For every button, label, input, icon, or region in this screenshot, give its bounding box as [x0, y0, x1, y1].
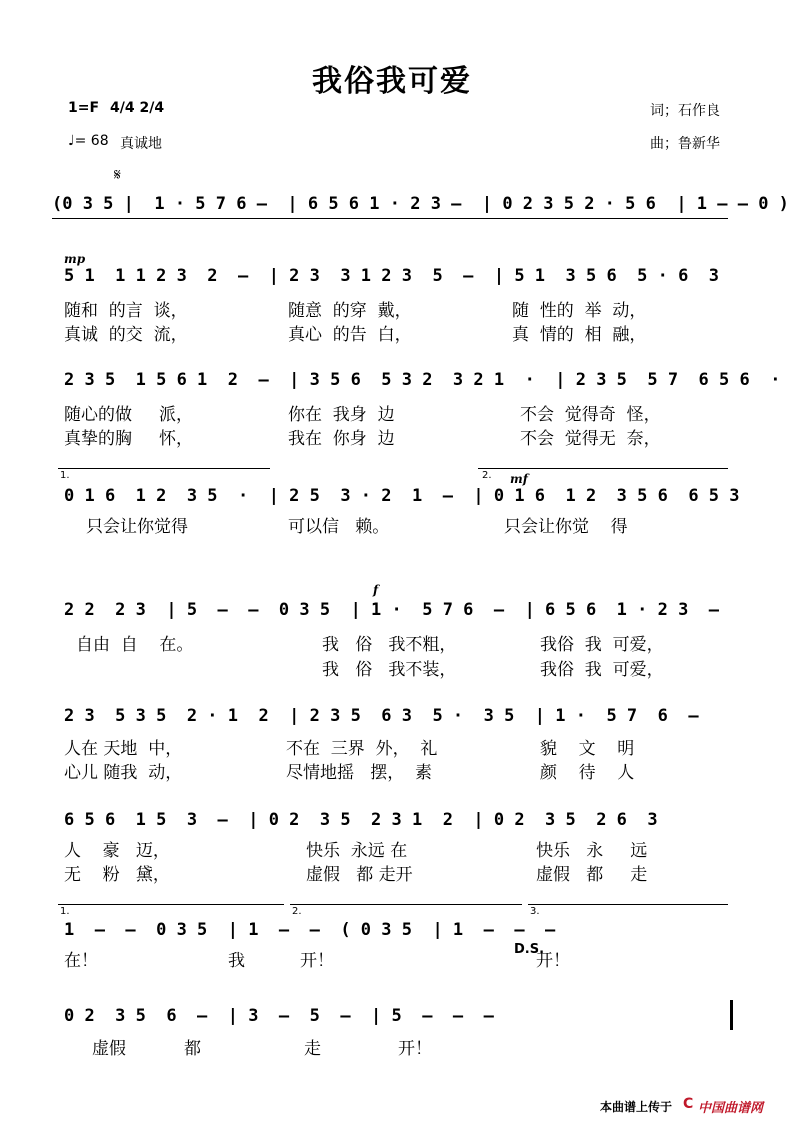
- score-line-6: 2 3 5 3 5 2 · 1 2 | 2 3 5 6 3 5 · 3 5 | 1 · 5 7 6 –: [64, 706, 699, 726]
- tempo-marking: ♩= 68: [68, 133, 109, 149]
- lyric-9-3: 走: [304, 1039, 321, 1059]
- ending-2b-bracket: [290, 904, 522, 905]
- lyric-5b-2: 我俗 我 可爱，: [540, 660, 664, 680]
- lyric-4-1: 只会让你觉得: [86, 517, 188, 537]
- ending-2-bracket: [478, 468, 728, 469]
- lyric-7b-1: 无 粉 黛，: [64, 865, 170, 885]
- lyric-2b-3: 真 情的 相 融，: [512, 325, 647, 345]
- time-signature: 4/4 2/4: [110, 100, 165, 116]
- staff-rule-1: [52, 218, 728, 219]
- lyric-4-2: 可以信 赖。: [288, 517, 390, 537]
- ending-1b-label: 1.: [60, 906, 70, 917]
- lyric-6a-1: 人在 天地 中，: [64, 739, 183, 759]
- lyric-4-3: 只会让你觉 得: [504, 517, 628, 537]
- lyric-5-1: 自由 自 在。: [76, 635, 194, 655]
- lyric-2a-2: 随意 的穿 戴，: [288, 301, 412, 321]
- site-name: 中国曲谱网: [698, 1101, 764, 1116]
- score-line-3: 2 3 5 1 5 6 1 2 – | 3 5 6 5 3 2 3 2 1 · | 2 3 5 5 7 6 5 6 ·: [64, 370, 781, 390]
- lyric-3a-2: 你在 我身 边: [288, 405, 395, 425]
- lyric-8-4: 开！: [536, 951, 570, 971]
- score-line-4: 0 1 6 1 2 3 5 · | 2 5 3 · 2 1 – | 0 1 6 1 2 3 5 6 6 5 3: [64, 486, 740, 506]
- ending-1b-bracket: [58, 904, 284, 905]
- lyric-9-1: 虚假: [92, 1039, 126, 1059]
- score-line-9: 0 2 3 5 6 – | 3 – 5 – | 5 – – –: [64, 1006, 494, 1026]
- final-barline: [730, 1000, 733, 1030]
- lyric-7b-3: 虚假 都 走: [536, 865, 648, 885]
- lyric-6a-3: 貌 文 明: [540, 739, 635, 759]
- lyric-5b-1: 我 俗 我不装，: [322, 660, 457, 680]
- lyric-3a-3: 不会 觉得奇 怪，: [520, 405, 661, 425]
- lyric-7b-2: 虚假 都 走开: [306, 865, 413, 885]
- lyric-3b-1: 真挚的胸 怀，: [64, 429, 194, 449]
- score-line-8: 1 – – 0 3 5 | 1 – – ( 0 3 5 | 1 – – –: [64, 920, 556, 940]
- ending-1-label: 1.: [60, 470, 70, 481]
- score-line-7: 6 5 6 1 5 3 – | 0 2 3 5 2 3 1 2 | 0 2 3 5 2 6 3: [64, 810, 658, 830]
- ending-2-label: 2.: [482, 470, 492, 481]
- score-line-1: (0 3 5 | 1 · 5 7 6 – | 6 5 6 1 · 2 3 – | 0 2 3 5 2 · 5 6 | 1 – – 0 ): [52, 194, 789, 214]
- score-line-5: 2 2 2 3 | 5 – – 0 3 5 | 1 · 5 7 6 – | 6 5 6 1 · 2 3 –: [64, 600, 720, 620]
- lyric-8-1: 在！: [64, 951, 98, 971]
- lyric-2a-1: 随和 的言 谈，: [64, 301, 188, 321]
- lyric-7a-1: 人 豪 迈，: [64, 841, 170, 861]
- segno-sign: 𝄋: [114, 165, 121, 184]
- dynamic-f: f: [373, 583, 379, 597]
- lyric-6b-2: 尽情地摇 摆， 素: [286, 763, 433, 783]
- composer: 曲；鲁新华: [650, 136, 720, 152]
- lyric-5-3: 我俗 我 可爱，: [540, 635, 664, 655]
- lyric-9-4: 开！: [398, 1039, 432, 1059]
- score-line-2: 5 1 1 1 2 3 2 – | 2 3 3 1 2 3 5 – | 5 1 3 5 6 5 · 6 3: [64, 266, 720, 286]
- ending-2b-label: 2.: [292, 906, 302, 917]
- ending-1-bracket: [58, 468, 270, 469]
- ending-3-bracket: [528, 904, 728, 905]
- lyric-7a-2: 快乐 永远 在: [306, 841, 408, 861]
- page-title: 我俗我可爱: [312, 64, 472, 99]
- lyricist: 词；石作良: [650, 103, 720, 119]
- footer-uploaded: 本曲谱上传于: [600, 1100, 673, 1114]
- lyric-7a-3: 快乐 永 远: [536, 841, 648, 861]
- site-logo-icon: C: [683, 1096, 694, 1112]
- dynamic-mp: mp: [64, 252, 86, 266]
- key-signature: 1=F: [68, 100, 100, 116]
- dynamic-mf: mf: [510, 472, 528, 486]
- lyric-5-2: 我 俗 我不粗，: [322, 635, 457, 655]
- lyric-8-2: 我: [228, 951, 245, 971]
- expression-marking: 真诚地: [120, 136, 162, 152]
- lyric-9-2: 都: [184, 1039, 201, 1059]
- lyric-3b-3: 不会 觉得无 奈，: [520, 429, 661, 449]
- lyric-2b-1: 真诚 的交 流，: [64, 325, 188, 345]
- lyric-2b-2: 真心 的告 白，: [288, 325, 412, 345]
- lyric-3a-1: 随心的做 派，: [64, 405, 194, 425]
- lyric-6b-1: 心儿 随我 动，: [64, 763, 183, 783]
- ending-3-label: 3.: [530, 906, 540, 917]
- lyric-6b-3: 颜 待 人: [540, 763, 635, 783]
- lyric-6a-2: 不在 三界 外， 礼: [286, 739, 438, 759]
- lyric-8-3: 开！: [300, 951, 334, 971]
- lyric-3b-2: 我在 你身 边: [288, 429, 395, 449]
- ds-marking: D.S.: [514, 942, 545, 957]
- lyric-2a-3: 随 性的 举 动，: [512, 301, 647, 321]
